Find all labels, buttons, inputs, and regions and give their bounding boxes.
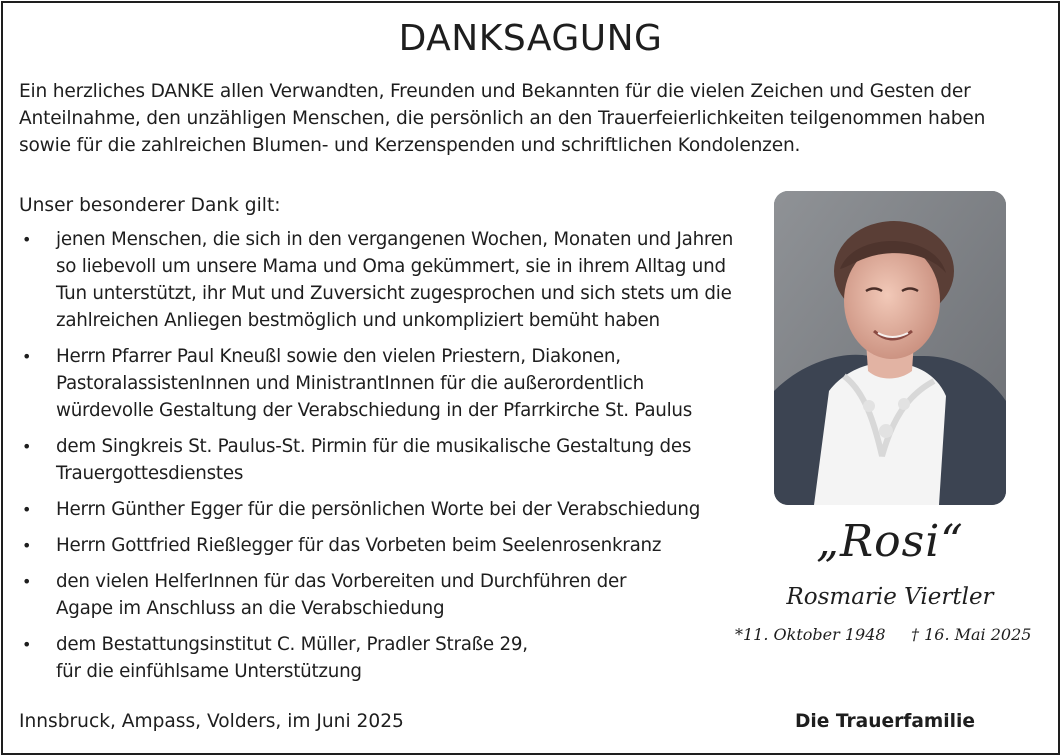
list-item-line: dem Bestattungsinstitut C. Müller, Pradler Straße 29, [56, 634, 528, 655]
bullet-icon: • [22, 635, 32, 654]
portrait-photo [774, 191, 1006, 505]
intro-line: sowie für die zahlreichen Blumen- und Kerzenspenden und schriftlichen Kondolenzen. [19, 135, 801, 156]
intro-paragraph [19, 78, 1039, 159]
list-item [19, 631, 759, 685]
list-item [19, 343, 759, 424]
family-signature: Die Trauerfamilie [794, 711, 975, 732]
list-item-line: den vielen HelferInnen für das Vorbereiten und Durchführen der [56, 571, 627, 592]
list-item-line: jenen Menschen, die sich in den vergangenen Wochen, Monaten und Jahren [56, 229, 734, 250]
notice-title: DANKSAGUNG [398, 18, 663, 59]
bullet-icon: • [22, 536, 32, 555]
thanks-list [19, 226, 759, 694]
list-item-line: PastoralassistenInnen und MinistrantInnen für die außerordentlich [56, 373, 644, 394]
list-item-line: Herrn Günther Egger für die persönlichen Worte bei der Verabschiedung [56, 499, 701, 520]
list-item-line: für die einfühlsame Unterstützung [56, 661, 362, 682]
bullet-icon: • [22, 437, 32, 456]
list-item-line: würdevolle Gestaltung der Verabschiedung in der Pfarrkirche St. Paulus [56, 400, 693, 421]
list-item [19, 433, 759, 487]
list-item-line: Agape im Anschluss an die Verabschiedung [56, 598, 445, 619]
bullet-icon: • [22, 500, 32, 519]
death-date: † 16. Mai 2025 [911, 625, 1032, 644]
list-item-line: zahlreichen Anliegen bestmöglich und unkompliziert bemüht haben [56, 310, 660, 331]
bullet-icon: • [22, 347, 32, 366]
deceased-nickname: „Rosi“ [816, 516, 964, 567]
bullet-icon: • [22, 230, 32, 249]
list-item-line: so liebevoll um unsere Mama und Oma gekümmert, sie in ihrem Alltag und [56, 256, 726, 277]
list-item [19, 532, 759, 559]
list-item [19, 496, 759, 523]
deceased-full-name: Rosmarie Viertler [786, 584, 994, 610]
list-item-line: Trauergottesdienstes [56, 463, 244, 484]
list-item-line: Herrn Gottfried Rießlegger für das Vorbeten beim Seelenrosenkranz [56, 535, 662, 556]
place-and-date: Innsbruck, Ampass, Volders, im Juni 2025 [19, 711, 404, 732]
thanks-heading: Unser besonderer Dank gilt: [19, 195, 281, 216]
portrait-illustration [774, 191, 1006, 505]
list-item-line: Tun unterstützt, ihr Mut und Zuversicht zugesprochen und sich stets um die [56, 283, 732, 304]
birth-date: *11. Oktober 1948 [735, 625, 886, 644]
list-item-line: dem Singkreis St. Paulus-St. Pirmin für die musikalische Gestaltung des [56, 436, 692, 457]
list-item [19, 226, 759, 334]
intro-line: Anteilnahme, den unzähligen Menschen, die persönlich an den Trauerfeierlichkeiten teilgenommen haben [19, 108, 986, 129]
bullet-icon: • [22, 572, 32, 591]
list-item [19, 568, 759, 622]
list-item-line: Herrn Pfarrer Paul Kneußl sowie den vielen Priestern, Diakonen, [56, 346, 621, 367]
intro-line: Ein herzliches DANKE allen Verwandten, Freunden und Bekannten für die vielen Zeichen und Gesten der [19, 81, 971, 102]
